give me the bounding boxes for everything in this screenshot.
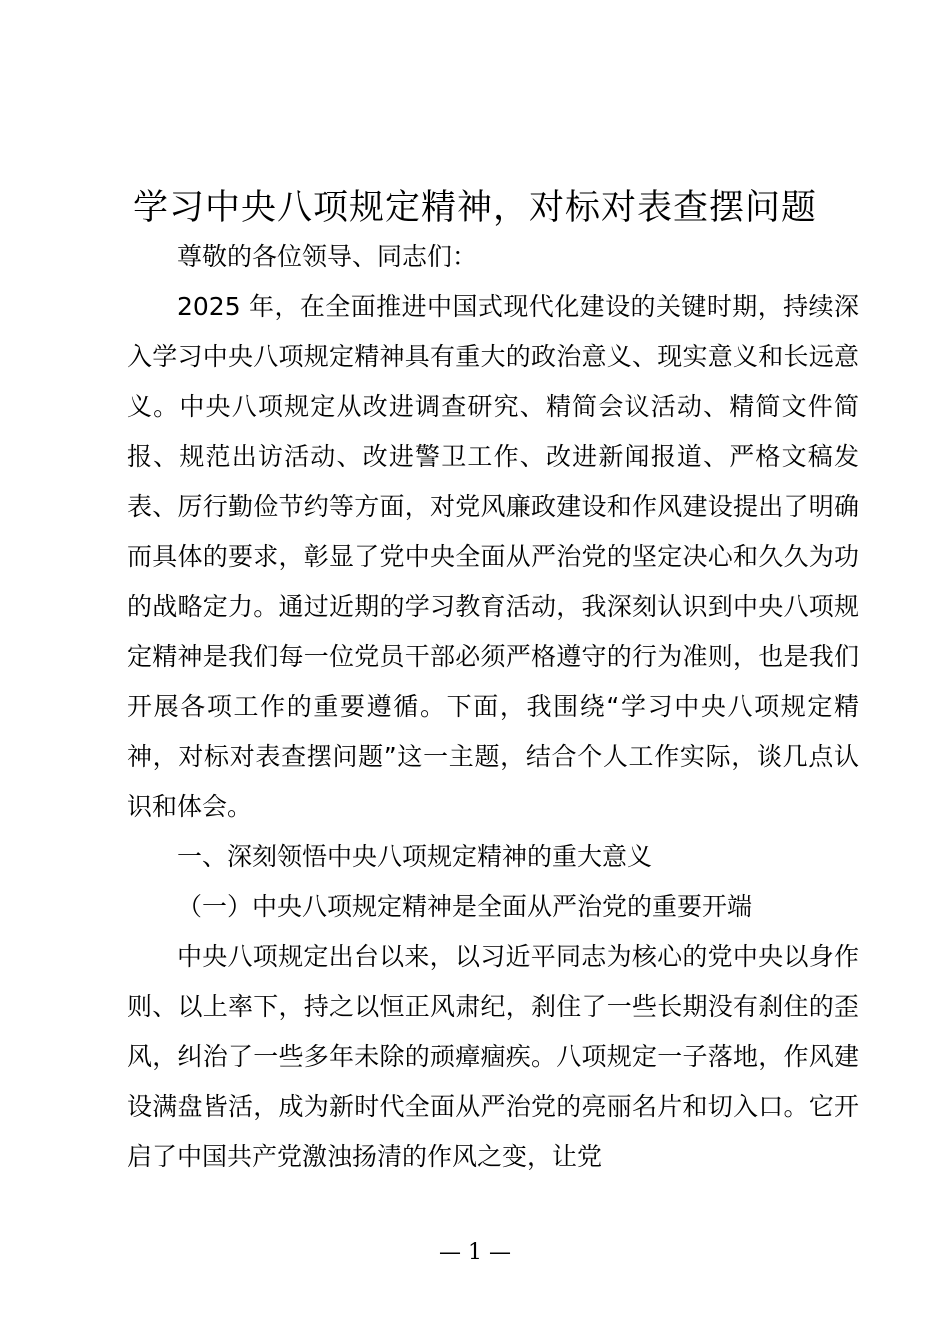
page-number: — 1 —	[439, 1240, 511, 1265]
subsection-heading-1: （一）中央八项规定精神是全面从严治党的重要开端	[177, 892, 753, 921]
greeting-paragraph: 尊敬的各位领导、同志们：	[177, 242, 478, 271]
document-body	[127, 232, 859, 1182]
section-heading-1: 一、深刻领悟中央八项规定精神的重大意义	[177, 842, 653, 871]
document-title: 学习中央八项规定精神，对标对表查摆问题	[132, 188, 817, 228]
body-paragraph: 中央八项规定出台以来，以习近平同志为核心的党中央以身作则、以上率下，持之以恒正风肃纪，刹住了一些长期没有刹住的歪风，纠治了一些多年未除的顽瘴痼疾。八项规定一子落地，作风建设满盘皆活，成为新时代全面从严治党的亮丽名片和切入口。它开启了中国共产党激浊扬清的作风之变，让党	[127, 942, 859, 1171]
intro-paragraph: 2025 年，在全面推进中国式现代化建设的关键时期，持续深入学习中央八项规定精神具有重大的政治意义、现实意义和长远意义。中央八项规定从改进调查研究、精简会议活动、精简文件简报、规范出访活动、改进警卫工作、改进新闻报道、严格文稿发表、厉行勤俭节约等方面，对党风廉政建设和作风建设提出了明确而具体的要求，彰显了党中央全面从严治党的坚定决心和久久为功的战略定力。通过近期的学习教育活动，我深刻认识到中央八项规定精神是我们每一位党员干部必须严格遵守的行为准则，也是我们开展各项工作的重要遵循。下面，我围绕“学习中央八项规定精神，对标对表查摆问题”这一主题，结合个人工作实际，谈几点认识和体会。	[127, 292, 859, 821]
